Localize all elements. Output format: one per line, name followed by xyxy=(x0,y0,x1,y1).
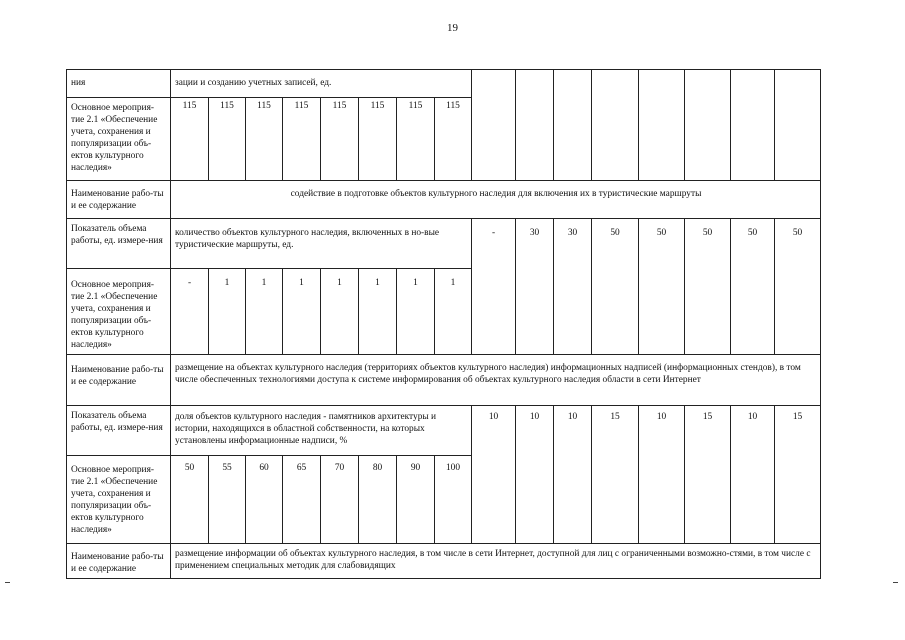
value-cell: 50 xyxy=(792,228,803,238)
value-cell: 115 xyxy=(332,101,347,111)
value-cell: 15 xyxy=(792,412,803,422)
value-cell: 50 xyxy=(184,463,195,473)
value-cell: 90 xyxy=(410,463,421,473)
value-cell: 10 xyxy=(656,412,667,422)
value-cell: 50 xyxy=(656,228,667,238)
row-label: Наименование рабо-ты и ее содержание xyxy=(71,552,164,574)
row-label: Наименование рабо-ты и ее содержание xyxy=(71,189,164,211)
value-cell: 115 xyxy=(257,101,271,111)
value-cell: 15 xyxy=(610,412,620,422)
value-cell: 1 xyxy=(299,278,304,288)
value-cell: 1 xyxy=(337,278,342,288)
row-text: содействие в подготовке объектов культурного наследия для включения их в туристические маршруты xyxy=(290,189,702,199)
value-cell: 10 xyxy=(747,412,758,422)
row-text: доля объектов культурного наследия - памятников архитектуры и истории, находящихся в областной собственности, на которых установлены информационные надписи, % xyxy=(175,412,437,446)
row-label: Основное мероприя-тие 2.1 «Обеспечение учета, сохранения и популяризации объ-ектов культурного наследия» xyxy=(71,280,158,350)
value-cell: 1 xyxy=(224,278,230,288)
value-cell: 1 xyxy=(261,278,267,288)
value-cell: 115 xyxy=(408,101,423,111)
value-cell: 60 xyxy=(259,463,269,473)
row-label: Показатель объема работы, ед. измере-ния xyxy=(71,411,163,433)
row-label: Основное мероприя-тие 2.1 «Обеспечение учета, сохранения и популяризации объ-ектов культурного наследия» xyxy=(71,103,158,173)
value-cell: 55 xyxy=(222,463,232,473)
value-cell: - xyxy=(187,278,192,288)
value-cell: 70 xyxy=(334,463,345,473)
row-label: Наименование рабо-ты и ее содержание xyxy=(71,365,164,387)
value-cell: 115 xyxy=(220,101,234,111)
value-cell: 100 xyxy=(445,463,461,473)
value-cell: 115 xyxy=(294,101,309,111)
value-cell: 30 xyxy=(529,228,540,238)
row-label: ния xyxy=(71,78,86,88)
value-cell: - xyxy=(491,228,496,238)
value-cell: 30 xyxy=(567,228,578,238)
value-cell: 50 xyxy=(747,228,758,238)
value-cell: 1 xyxy=(413,278,418,288)
value-cell: 10 xyxy=(567,412,578,422)
row-text: размещение информации об объектах культурного наследия, в том числе в сети Интернет, доступной для лиц с ограниченными возможно-стями, в том числе с применением специальных методик для слабовидящих xyxy=(175,549,811,571)
row-text: количество объектов культурного наследия, включенных в но-вые туристические маршруты, ед. xyxy=(175,228,440,250)
value-cell: 10 xyxy=(488,412,499,422)
value-cell: 65 xyxy=(296,463,307,473)
row-label: Основное мероприя-тие 2.1 «Обеспечение учета, сохранения и популяризации объ-ектов культурного наследия» xyxy=(71,465,158,535)
scan-edge-mark xyxy=(5,582,10,583)
value-cell: 1 xyxy=(450,278,456,288)
row-text: зации и созданию учетных записей, ед. xyxy=(175,78,332,88)
value-cell: 50 xyxy=(702,228,713,238)
row-label: Показатель объема работы, ед. измере-ния xyxy=(71,224,163,246)
value-cell: 115 xyxy=(370,101,385,111)
value-cell: 10 xyxy=(529,412,540,422)
value-cell: 115 xyxy=(446,101,460,111)
value-cell: 115 xyxy=(182,101,197,111)
value-cell: 15 xyxy=(702,412,713,422)
scan-edge-mark xyxy=(893,582,898,583)
value-cell: 1 xyxy=(375,278,380,288)
page-number: 19 xyxy=(447,22,458,34)
value-cell: 80 xyxy=(372,463,383,473)
value-cell: 50 xyxy=(610,228,620,238)
row-text: размещение на объектах культурного наследия (территориях объектов культурного наследия) информационных надписей (информационных стендов), в том числе обеспеченных технологиями доступа к системе информирования об объектах культурного наследия области в сети Интернет xyxy=(175,363,801,385)
